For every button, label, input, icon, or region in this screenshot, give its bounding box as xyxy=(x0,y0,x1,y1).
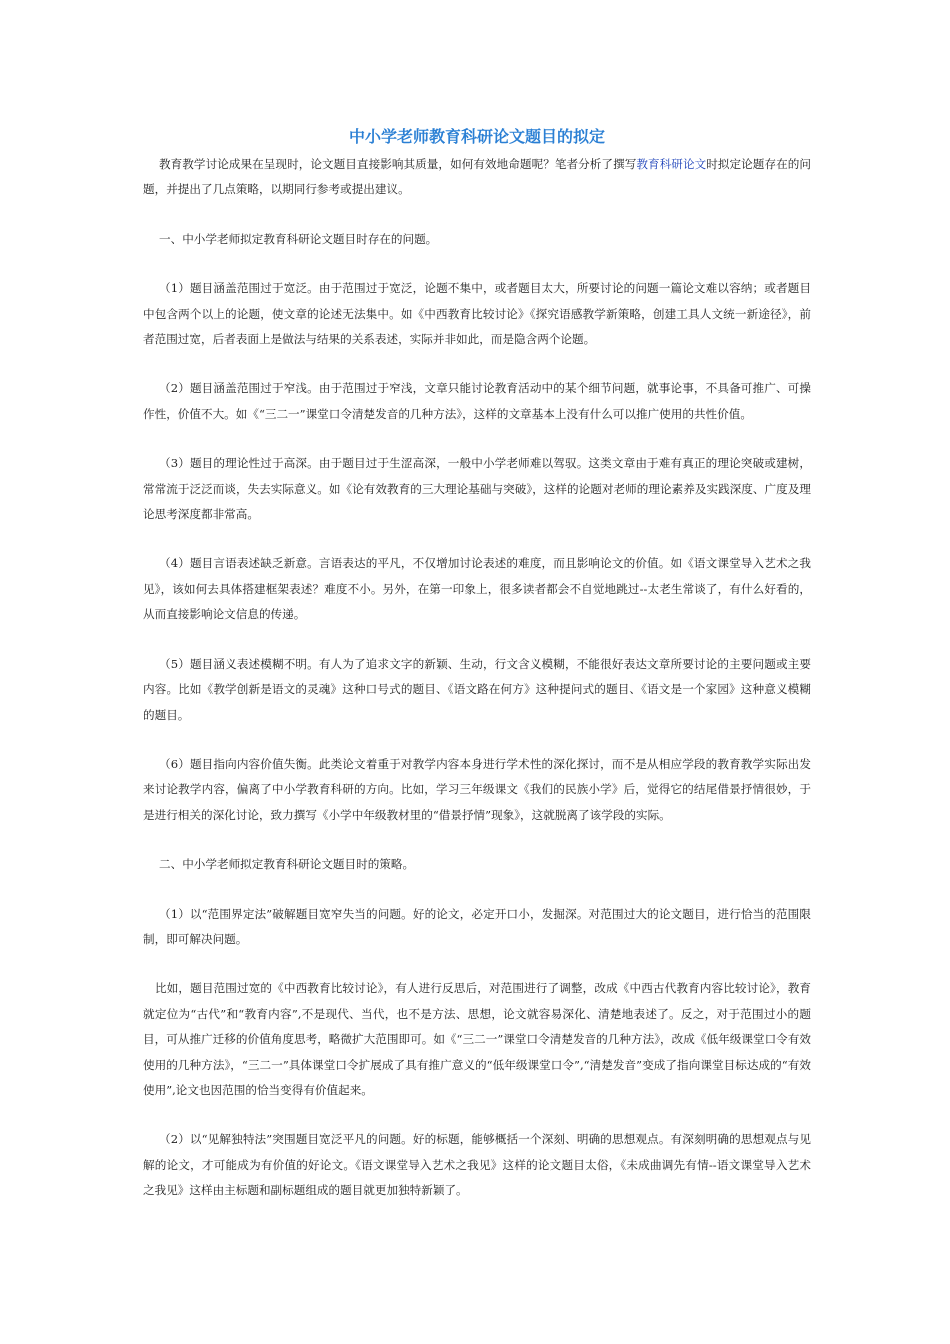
spacer xyxy=(143,1103,811,1127)
spacer xyxy=(143,352,811,376)
section1-paragraph-6: （6）题目指向内容价值失衡。此类论文着重于对教学内容本身进行学术性的深化探讨，而不是从相应学段的教育教学实际出发来讨论教学内容，偏离了中小学教育科研的方向。比如，学习三年级课文《我们的民族小学》后，觉得它的结尾借景抒情很妙，于是进行相关的深化讨论，致力撰写《小学中年级教材里的“借景抒情”现象》，这就脱离了该学段的实际。 xyxy=(143,756,811,822)
spacer xyxy=(143,728,811,752)
section2-paragraph-2: （2）以“见解独特法”突围题目宽泛平凡的问题。好的标题，能够概括一个深刻、明确的思想观点。有深刻明确的思想观点与见解的论文，才可能成为有价值的好论文。《语文课堂导入艺术之我见》这样的论文题目太俗，《未成曲调先有情--语文课堂导入艺术之我见》这样由主标题和副标题组成的题目就更加独特新颖了。 xyxy=(143,1132,811,1198)
section1-paragraph-4: （4）题目言语表述缺乏新意。言语表达的平凡，不仅增加讨论表述的难度，而且影响论文的价值。如《语文课堂导入艺术之我见》，该如何去具体搭建框架表述？难度不小。另外，在第一印象上，很多读者都会不自觉地跳过--太老生常谈了，有什么好看的，从而直接影响论文信息的传递。 xyxy=(143,556,811,622)
intro-text-after: 时拟定论题存在的问题，并提出了几点策略，以期同行参考或提出建议。 xyxy=(143,157,811,197)
section1-paragraph-5: （5）题目涵义表述模糊不明。有人为了追求文字的新颖、生动，行文含义模糊，不能很好表达文章所要讨论的主要问题或主要内容。比如《教学创新是语文的灵魂》这种口号式的题目、《语文路在何方》这种提问式的题目、《语文是一个家园》这种意义模糊的题目。 xyxy=(143,656,811,722)
spacer xyxy=(143,427,811,451)
spacer xyxy=(143,252,811,276)
spacer xyxy=(143,203,811,227)
section2-paragraph-1: （1）以“范围界定法”破解题目宽窄失当的问题。好的论文，必定开口小，发掘深。对范围过大的论文题目，进行恰当的范围限制，即可解决问题。 xyxy=(143,906,811,946)
intro-paragraph xyxy=(143,152,811,203)
section2-example-paragraph: 比如，题目范围过宽的《中西教育比较讨论》，有人进行反思后，对范围进行了调整，改成《中西古代教育内容比较讨论》，教育就定位为“古代”和“教育内容”,不是现代、当代，也不是方法、思想，论文就容易深化、清楚地表述了。反之，对于范围过小的题目，可从推广迁移的价值角度思考，略微扩大范围即可。如《“三二一”课堂口令清楚发音的几种方法》，改成《低年级课堂口令有效使用的几种方法》，“三二一”具体课堂口令扩展成了具有推广意义的“低年级课堂口令”,“清楚发音”变成了指向课堂目标达成的“有效使用”,论文也因范围的恰当变得有价值起来。 xyxy=(143,981,811,1097)
section1-heading: 一、中小学老师拟定教育科研论文题目时存在的问题。 xyxy=(159,231,438,246)
section2-heading: 二、中小学老师拟定教育科研论文题目时的策略。 xyxy=(159,857,415,872)
document-title: 中小学老师教育科研论文题目的拟定 xyxy=(348,127,605,146)
spacer xyxy=(143,628,811,652)
spacer xyxy=(143,952,811,976)
intro-text-before: 教育教学讨论成果在呈现时，论文题目直接影响其质量，如何有效地命题呢？笔者分析了撰写 xyxy=(159,157,637,171)
spacer xyxy=(143,828,811,852)
spacer xyxy=(143,527,811,551)
section1-paragraph-2: （2）题目涵盖范围过于窄浅。由于范围过于窄浅，文章只能讨论教育活动中的某个细节问题，就事论事，不具备可推广、可操作性，价值不大。如《“三二一”课堂口令清楚发音的几种方法》，这样的文章基本上没有什么可以推广使用的共性价值。 xyxy=(143,381,811,421)
intro-link[interactable]: 教育科研论文 xyxy=(636,157,707,171)
section1-paragraph-1: （1）题目涵盖范围过于宽泛。由于范围过于宽泛，论题不集中，或者题目太大，所要讨论的问题一篇论文难以容纳；或者题目中包含两个以上的论题，使文章的论述无法集中。如《中西教育比较讨论》《探究语感教学新策略，创建工具人文统一新途径》，前者范围过宽，后者表面上是做法与结果的关系表述，实际并非如此，而是隐含两个论题。 xyxy=(143,281,811,347)
section1-paragraph-3: （3）题目的理论性过于高深。由于题目过于生涩高深，一般中小学老师难以驾驭。这类文章由于难有真正的理论突破或建树，常常流于泛泛而谈，失去实际意义。如《论有效教育的三大理论基础与突破》，这样的论题对老师的理论素养及实践深度、广度及理论思考深度都非常高。 xyxy=(143,456,811,522)
document-page xyxy=(143,124,811,1204)
spacer xyxy=(143,878,811,902)
